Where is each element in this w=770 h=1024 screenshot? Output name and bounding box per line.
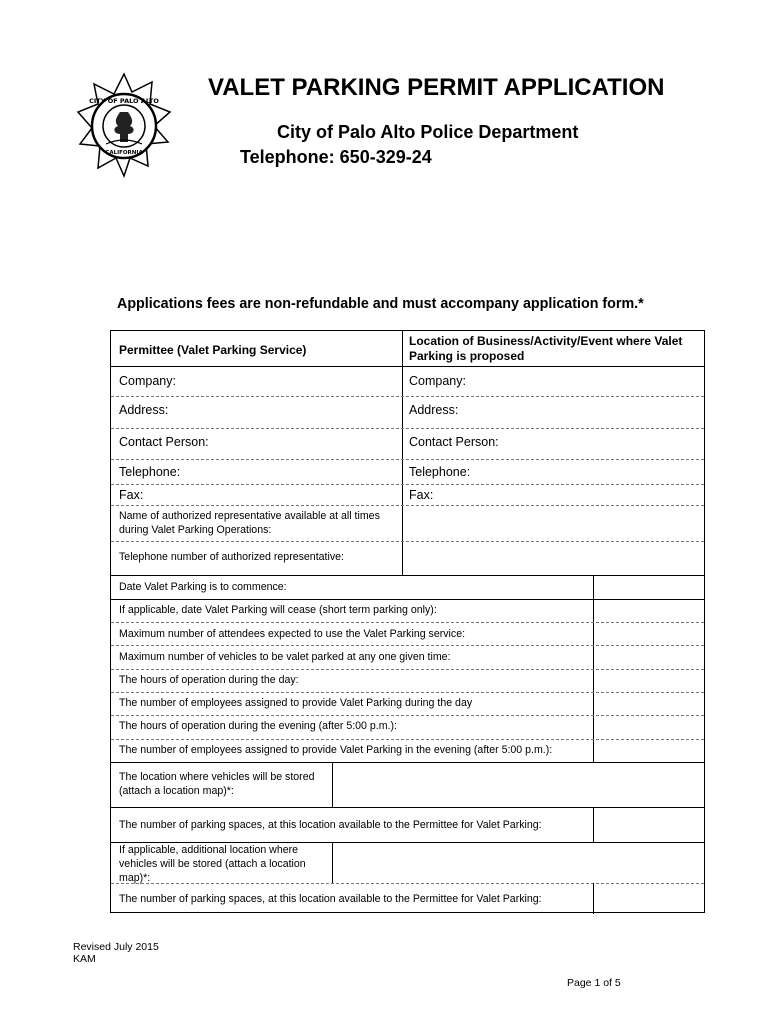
fees-notice: Applications fees are non-refundable and must accompany application form.* xyxy=(117,296,644,312)
answer-evening-employees[interactable] xyxy=(594,740,704,762)
additional-location-field[interactable] xyxy=(333,843,704,883)
storage-location-field[interactable] xyxy=(333,763,704,807)
permittee-telephone-label: Telephone: xyxy=(119,465,181,479)
page-number: Page 1 of 5 xyxy=(567,977,621,989)
rep-phone-label: Telephone number of authorized representative: xyxy=(119,551,344,563)
question-max-vehicles: Maximum number of vehicles to be valet parked at any one given time: xyxy=(119,651,451,663)
question-cease-date: If applicable, date Valet Parking will cease (short term parking only): xyxy=(119,604,437,616)
rep-name-label: Name of authorized representative available at all times during Valet Parking Operations: xyxy=(119,510,380,536)
parking-spaces-field-2[interactable] xyxy=(594,884,704,912)
location-company-label: Company: xyxy=(409,374,466,388)
question-commence-date: Date Valet Parking is to commence: xyxy=(119,581,287,593)
question-day-hours: The hours of operation during the day: xyxy=(119,674,299,686)
department-name: City of Palo Alto Police Department xyxy=(277,122,579,142)
location-telephone-label: Telephone: xyxy=(409,465,471,479)
question-day-employees: The number of employees assigned to provide Valet Parking during the day xyxy=(119,697,473,709)
answer-commence-date[interactable] xyxy=(594,576,704,598)
permittee-company-field[interactable] xyxy=(181,367,401,395)
permittee-address-field[interactable] xyxy=(173,397,401,429)
location-fax-label: Fax: xyxy=(409,488,434,502)
svg-text:CITY OF PALO ALTO: CITY OF PALO ALTO xyxy=(89,97,159,105)
answer-day-employees[interactable] xyxy=(594,693,704,715)
permittee-fax-field[interactable] xyxy=(149,485,401,505)
revised-date: Revised July 2015 xyxy=(73,941,159,953)
permittee-contact-label: Contact Person: xyxy=(119,435,209,449)
question-max-attendees: Maximum number of attendees expected to use the Valet Parking service: xyxy=(119,628,466,640)
answer-cease-date[interactable] xyxy=(594,600,704,622)
question-evening-employees: The number of employees assigned to provide Valet Parking in the evening (after 5:00 p.m.): xyxy=(119,744,553,756)
answer-max-vehicles[interactable] xyxy=(594,646,704,668)
revision-initials: KAM xyxy=(73,953,96,965)
location-fax-field[interactable] xyxy=(439,485,703,505)
form-title: VALET PARKING PERMIT APPLICATION xyxy=(208,74,665,101)
revision-note xyxy=(73,941,159,965)
permittee-telephone-field[interactable] xyxy=(183,460,401,484)
answer-max-attendees[interactable] xyxy=(594,623,704,645)
permittee-column-header: Permittee (Valet Parking Service) xyxy=(119,343,307,357)
answer-evening-hours[interactable] xyxy=(594,716,704,738)
location-column-header: Location of Business/Activity/Event where Valet Parking is proposed xyxy=(409,334,683,363)
permittee-fax-label: Fax: xyxy=(119,488,144,502)
police-badge-seal xyxy=(76,72,172,178)
application-form-table xyxy=(110,330,705,913)
department-telephone: Telephone: 650-329-24 xyxy=(240,147,432,167)
svg-text:CALIFORNIA: CALIFORNIA xyxy=(105,150,143,156)
parking-spaces-field-1[interactable] xyxy=(594,808,704,842)
rep-name-field[interactable] xyxy=(403,506,704,540)
location-address-label: Address: xyxy=(409,403,459,417)
location-contact-label: Contact Person: xyxy=(409,435,499,449)
answer-day-hours[interactable] xyxy=(594,670,704,692)
location-contact-field[interactable] xyxy=(503,429,703,459)
location-company-field[interactable] xyxy=(471,367,703,395)
parking-spaces-label-1: The number of parking spaces, at this location available to the Permittee for Valet Parking: xyxy=(119,819,542,831)
permittee-contact-field[interactable] xyxy=(213,429,401,459)
rep-phone-field[interactable] xyxy=(403,542,704,574)
additional-location-label: If applicable, additional location where vehicles will be stored (attach a location map)*: xyxy=(119,844,306,884)
location-address-field[interactable] xyxy=(463,397,703,429)
location-telephone-field[interactable] xyxy=(473,460,703,484)
storage-location-label: The location where vehicles will be stored (attach a location map)*: xyxy=(119,771,315,797)
parking-spaces-label-2: The number of parking spaces, at this location available to the Permittee for Valet Parking: xyxy=(119,893,542,905)
question-evening-hours: The hours of operation during the evening (after 5:00 p.m.): xyxy=(119,720,397,732)
permittee-company-label: Company: xyxy=(119,374,176,388)
permittee-address-label: Address: xyxy=(119,403,169,417)
